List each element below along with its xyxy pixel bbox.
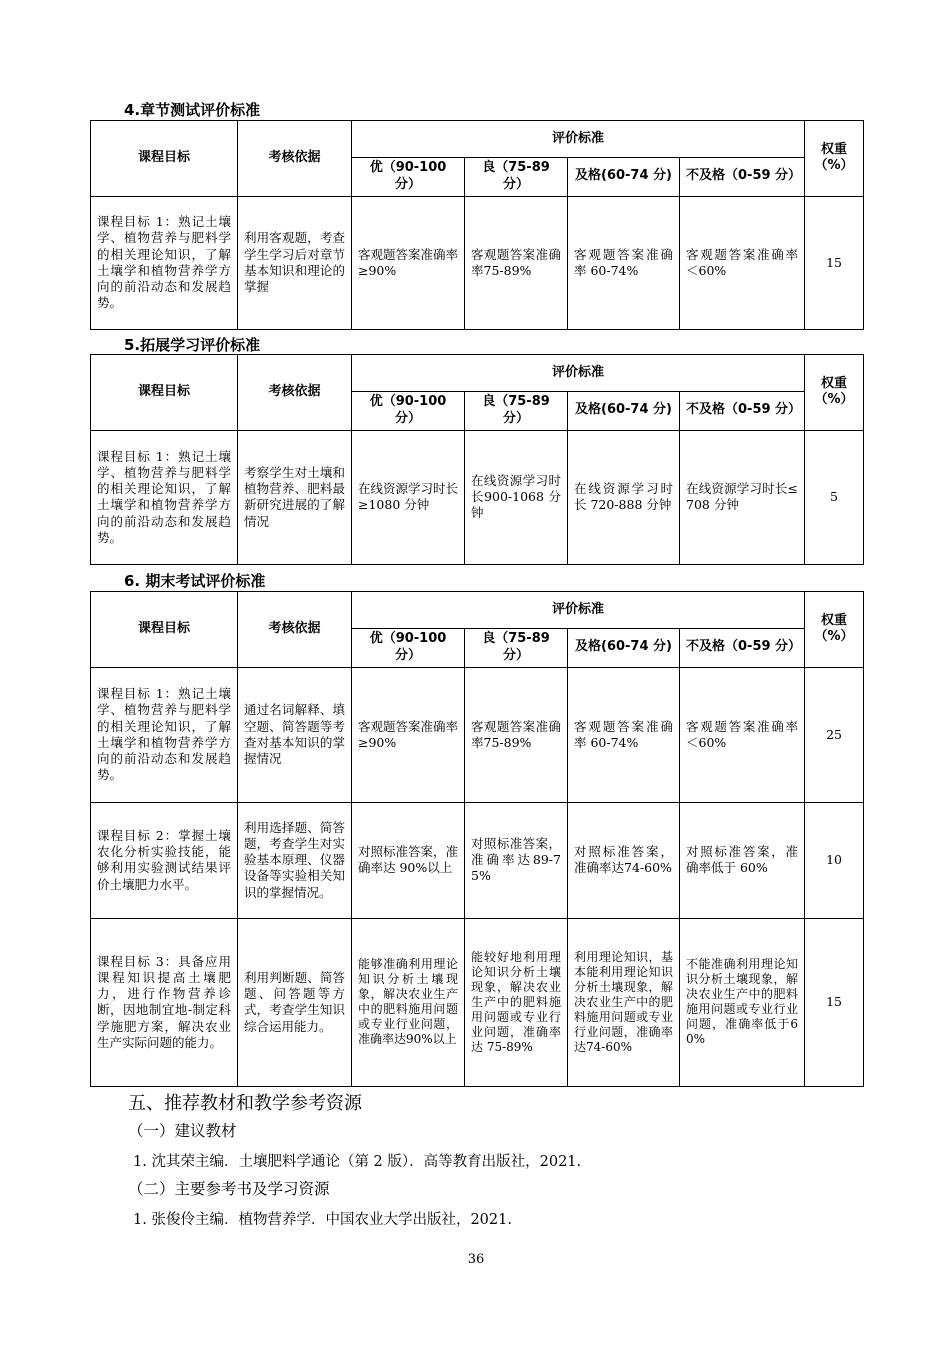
header-goal: 课程目标 [91, 355, 238, 431]
goal-cell: 课程目标 3：具备应用课程知识提高土壤肥力，进行作物营养诊断，因地制宜地-制定科学施肥方案，解决农业生产实际问题的能力。 [91, 918, 238, 1086]
fail-cell: 对照标准答案，准确率低于 60% [680, 802, 805, 918]
weight-cell: 15 [805, 196, 864, 329]
fail-cell: 客观题答案准确率＜60% [680, 196, 805, 329]
header-fail: 不及格（0-59 分） [680, 392, 805, 431]
section6-table [90, 591, 864, 1087]
reference-subheading: （二）主要参考书及学习资源 [128, 1180, 330, 1198]
header-basis: 考核依据 [238, 121, 352, 197]
header-basis: 考核依据 [238, 592, 352, 668]
basis-cell: 利用选择题、简答题，考查学生对实验基本原理、仪器设备等实验相关知识的掌握情况。 [238, 802, 352, 918]
textbook-item: 1. 沈其荣主编．土壤肥料学通论（第 2 版）．高等教育出版社，2021. [133, 1154, 582, 1170]
header-weight: 权重（%） [805, 121, 864, 197]
excellent-cell: 客观题答案准确率≥90% [352, 667, 465, 802]
basis-cell: 利用客观题，考查学生学习后对章节基本知识和理论的掌握 [238, 196, 352, 329]
goal-cell: 课程目标 1：熟记土壤学、植物营养与肥料学的相关理论知识，了解土壤学和植物营养学方向的前沿动态和发展趋势。 [91, 430, 238, 564]
weight-cell: 15 [805, 918, 864, 1086]
header-criteria: 评价标准 [352, 355, 805, 392]
header-good: 良（75-89 分） [465, 629, 568, 668]
table-row [91, 430, 864, 564]
header-pass: 及格(60-74 分) [568, 158, 680, 197]
header-pass: 及格(60-74 分) [568, 629, 680, 668]
table-row [91, 918, 864, 1086]
section4-title: 4.章节测试评价标准 [124, 101, 261, 119]
header-excellent: 优（90-100 分） [352, 392, 465, 431]
reference-item: 1. 张俊伶主编．植物营养学．中国农业大学出版社，2021. [133, 1212, 512, 1228]
header-basis: 考核依据 [238, 355, 352, 431]
resources-heading: 五、推荐教材和教学参考资源 [128, 1093, 362, 1114]
basis-cell: 利用判断题、简答题、问答题等方式，考查学生知识综合运用能力。 [238, 918, 352, 1086]
header-fail: 不及格（0-59 分） [680, 158, 805, 197]
fail-cell: 在线资源学习时长≤708 分钟 [680, 430, 805, 564]
header-weight: 权重（%） [805, 592, 864, 668]
excellent-cell: 客观题答案准确率≥90% [352, 196, 465, 329]
fail-cell: 不能准确利用理论知识分析土壤现象，解决农业生产中的肥料施用问题或专业行业问题，准确率低于60% [680, 918, 805, 1086]
header-excellent: 优（90-100 分） [352, 158, 465, 197]
header-good: 良（75-89 分） [465, 392, 568, 431]
good-cell: 对照标准答案，准确率达89-75% [465, 802, 568, 918]
weight-cell: 5 [805, 430, 864, 564]
pass-cell: 利用理论知识，基本能利用理论知识分析土壤现象，解决农业生产中的肥料施用问题或专业行业问题，准确率达74-60% [568, 918, 680, 1086]
section6-title: 6. 期末考试评价标准 [124, 572, 266, 590]
table-row [91, 667, 864, 802]
header-weight: 权重（%） [805, 355, 864, 431]
table-row [91, 196, 864, 329]
goal-cell: 课程目标 1：熟记土壤学、植物营养与肥料学的相关理论知识，了解土壤学和植物营养学方向的前沿动态和发展趋势。 [91, 196, 238, 329]
weight-cell: 25 [805, 667, 864, 802]
good-cell: 在线资源学习时长900-1068 分钟 [465, 430, 568, 564]
header-pass: 及格(60-74 分) [568, 392, 680, 431]
goal-cell: 课程目标 2：掌握土壤农化分析实验技能，能够利用实验测试结果评价土壤肥力水平。 [91, 802, 238, 918]
excellent-cell: 对照标准答案，准确率达 90%以上 [352, 802, 465, 918]
header-goal: 课程目标 [91, 121, 238, 197]
section5-table [90, 354, 864, 565]
pass-cell: 对照标准答案，准确率达74-60% [568, 802, 680, 918]
header-fail: 不及格（0-59 分） [680, 629, 805, 668]
excellent-cell: 能够准确利用理论知识分析土壤现象，解决农业生产中的肥料施用问题或专业行业问题，准确率达90%以上 [352, 918, 465, 1086]
pass-cell: 客观题答案准确率 60-74% [568, 196, 680, 329]
fail-cell: 客观题答案准确率＜60% [680, 667, 805, 802]
header-goal: 课程目标 [91, 592, 238, 668]
header-good: 良（75-89 分） [465, 158, 568, 197]
good-cell: 客观题答案准确率75-89% [465, 667, 568, 802]
excellent-cell: 在线资源学习时长≥1080 分钟 [352, 430, 465, 564]
section5-title: 5.拓展学习评价标准 [124, 336, 261, 354]
table-row [91, 802, 864, 918]
header-criteria: 评价标准 [352, 121, 805, 158]
pass-cell: 在线资源学习时长 720-888 分钟 [568, 430, 680, 564]
header-criteria: 评价标准 [352, 592, 805, 629]
weight-cell: 10 [805, 802, 864, 918]
basis-cell: 通过名词解释、填空题、简答题等考查对基本知识的掌握情况 [238, 667, 352, 802]
good-cell: 客观题答案准确率75-89% [465, 196, 568, 329]
good-cell: 能较好地利用理论知识分析土壤现象，解决农业生产中的肥料施用问题或专业行业问题，准确率达 75-89% [465, 918, 568, 1086]
pass-cell: 客观题答案准确率 60-74% [568, 667, 680, 802]
page-number: 36 [467, 1252, 485, 1267]
basis-cell: 考察学生对土壤和植物营养、肥料最新研究进展的了解情况 [238, 430, 352, 564]
goal-cell: 课程目标 1：熟记土壤学、植物营养与肥料学的相关理论知识，了解土壤学和植物营养学方向的前沿动态和发展趋势。 [91, 667, 238, 802]
header-excellent: 优（90-100 分） [352, 629, 465, 668]
textbook-subheading: （一）建议教材 [128, 1122, 237, 1140]
section4-table [90, 120, 864, 330]
